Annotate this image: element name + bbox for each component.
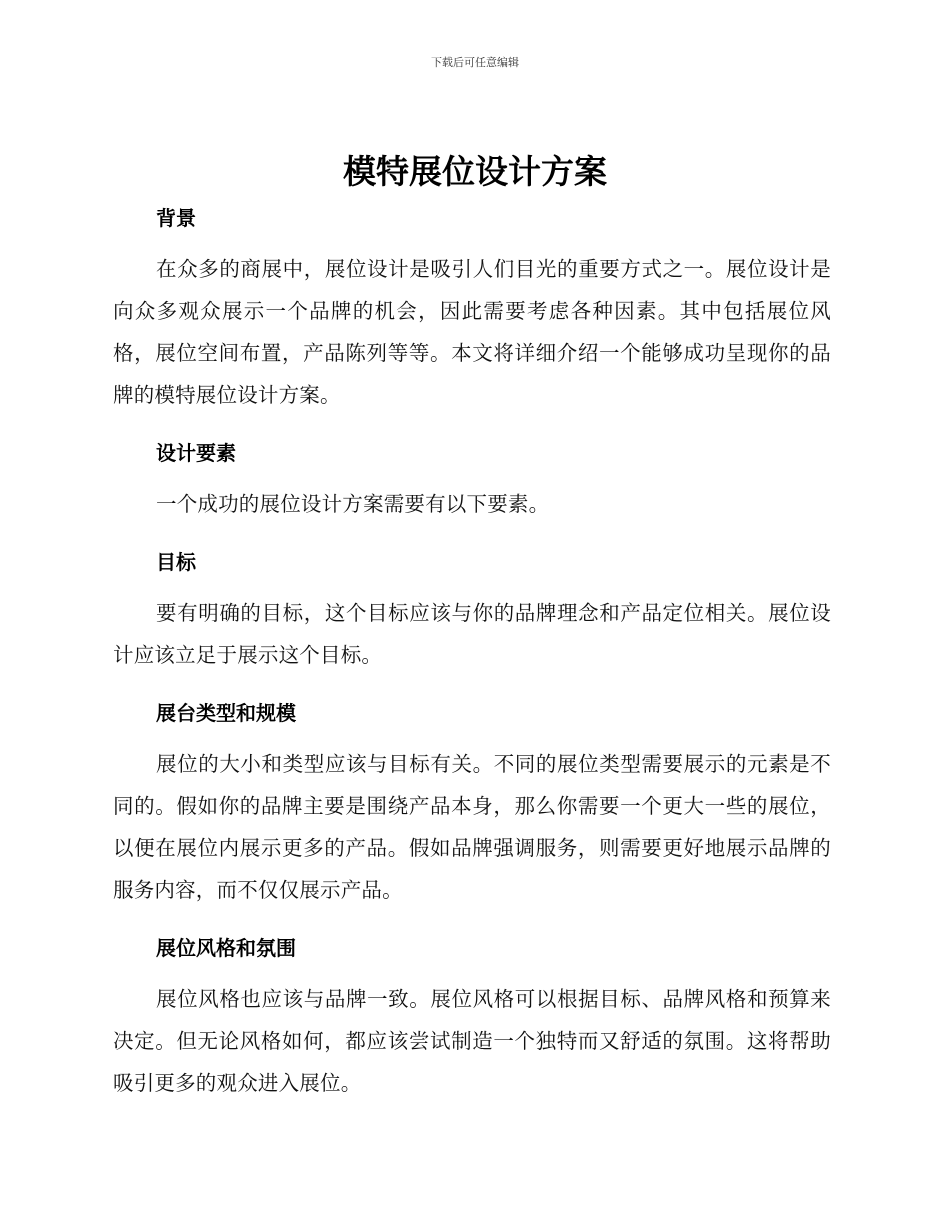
section-paragraph-design-elements: 一个成功的展位设计方案需要有以下要素。 (156, 492, 550, 516)
section-paragraph-booth-style: 展位风格也应该与品牌一致。展位风格可以根据目标、品牌风格和预算来决定。但无论风格如何，都应该尝试制造一个独特而又舒适的氛围。这将帮助吸引更多的观众进入展位。 (113, 987, 831, 1095)
section-heading-background: 背景 (156, 206, 196, 230)
section-paragraph-goal: 要有明确的目标，这个目标应该与你的品牌理念和产品定位相关。展位设计应该立足于展示这个目标。 (113, 601, 831, 667)
section-paragraph-booth-type: 展位的大小和类型应该与目标有关。不同的展位类型需要展示的元素是不同的。假如你的品牌主要是围绕产品本身，那么你需要一个更大一些的展位，以便在展位内展示更多的产品。假如品牌强调服务，则需要更好地展示品牌的服务内容，而不仅仅展示产品。 (113, 752, 831, 902)
document-title: 模特展位设计方案 (343, 152, 607, 191)
section-heading-booth-style: 展位风格和氛围 (156, 936, 296, 960)
section-heading-booth-type: 展台类型和规模 (156, 701, 296, 725)
section-heading-design-elements: 设计要素 (156, 441, 236, 465)
document-body (113, 203, 831, 1104)
section-heading-goal: 目标 (156, 550, 196, 574)
page-header-note: 下载后可任意编辑 (431, 56, 519, 69)
section-paragraph-background: 在众多的商展中，展位设计是吸引人们目光的重要方式之一。展位设计是向众多观众展示一个品牌的机会，因此需要考虑各种因素。其中包括展位风格，展位空间布置，产品陈列等等。本文将详细介绍一个能够成功呈现你的品牌的模特展位设计方案。 (113, 257, 831, 407)
